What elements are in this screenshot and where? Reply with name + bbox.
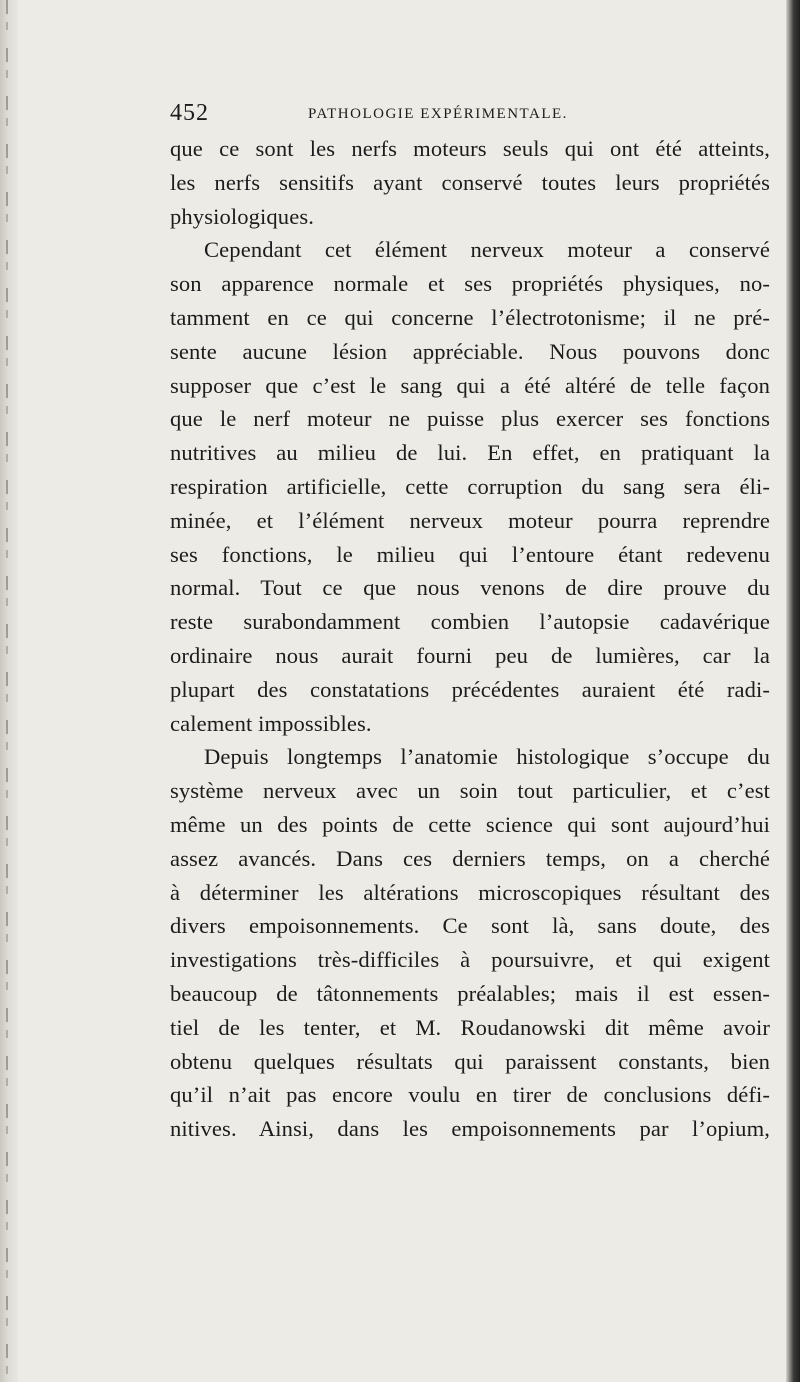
text-line: sente aucune lésion appréciable. Nous pouvons donc	[170, 338, 770, 364]
text-line: son apparence normale et ses propriétés physiques, no-	[170, 271, 770, 297]
text-line: qu’il n’ait pas encore voulu en tirer de conclusions défi-	[170, 1082, 770, 1108]
text-line: respiration artificielle, cette corruption du sang sera éli-	[170, 473, 770, 499]
text-line: que le nerf moteur ne puisse plus exercer ses fonctions	[170, 406, 770, 432]
text-line: tamment en ce qui concerne l’électrotonisme; il ne pré-	[170, 304, 770, 330]
text-line: les nerfs sensitifs ayant conservé toutes leurs propriétés	[170, 169, 770, 195]
text-line: supposer que c’est le sang qui a été altéré de telle façon	[170, 372, 770, 398]
text-line: ses fonctions, le milieu qui l’entoure étant redevenu	[170, 541, 770, 567]
text-line: nitives. Ainsi, dans les empoisonnements par l’opium,	[170, 1116, 770, 1142]
text-line: ordinaire nous aurait fourni peu de lumières, car la	[170, 642, 770, 668]
scan-edge-right	[786, 0, 800, 1382]
text-line: nutritives au milieu de lui. En effet, en pratiquant la	[170, 440, 770, 466]
text-line: investigations très-difficiles à poursuivre, et qui exigent	[170, 947, 770, 973]
text-line: tiel de les tenter, et M. Roudanowski dit même avoir	[170, 1014, 770, 1040]
body-text	[170, 132, 770, 1146]
text-line: reste surabondamment combien l’autopsie cadavérique	[170, 609, 770, 635]
text-line: que ce sont les nerfs moteurs seuls qui ont été atteints,	[170, 136, 770, 161]
text-line: normal. Tout ce que nous venons de dire prouve du	[170, 575, 770, 601]
text-line: obtenu quelques résultats qui paraissent constants, bien	[170, 1048, 770, 1074]
text-line: Depuis longtemps l’anatomie histologique s’occupe du	[204, 744, 770, 770]
running-title: PATHOLOGIE EXPÉRIMENTALE.	[308, 106, 568, 122]
text-line: divers empoisonnements. Ce sont là, sans doute, des	[170, 913, 770, 939]
page-number: 452	[170, 100, 209, 126]
book-page	[170, 100, 770, 1146]
text-line: minée, et l’élément nerveux moteur pourra reprendre	[170, 507, 770, 533]
text-line: Cependant cet élément nerveux moteur a conservé	[204, 237, 770, 263]
running-head	[170, 100, 770, 132]
text-line: physiologiques.	[170, 203, 314, 229]
text-line: calement impossibles.	[170, 710, 372, 736]
text-line: beaucoup de tâtonnements préalables; mais il est essen-	[170, 980, 770, 1006]
scan-edge-left	[0, 0, 18, 1382]
text-line: plupart des constatations précédentes auraient été radi-	[170, 676, 770, 702]
text-line: même un des points de cette science qui sont aujourd’hui	[170, 811, 770, 837]
text-line: assez avancés. Dans ces derniers temps, on a cherché	[170, 845, 770, 871]
text-line: à déterminer les altérations microscopiques résultant des	[170, 879, 770, 905]
text-line: système nerveux avec un soin tout particulier, et c’est	[170, 778, 770, 804]
